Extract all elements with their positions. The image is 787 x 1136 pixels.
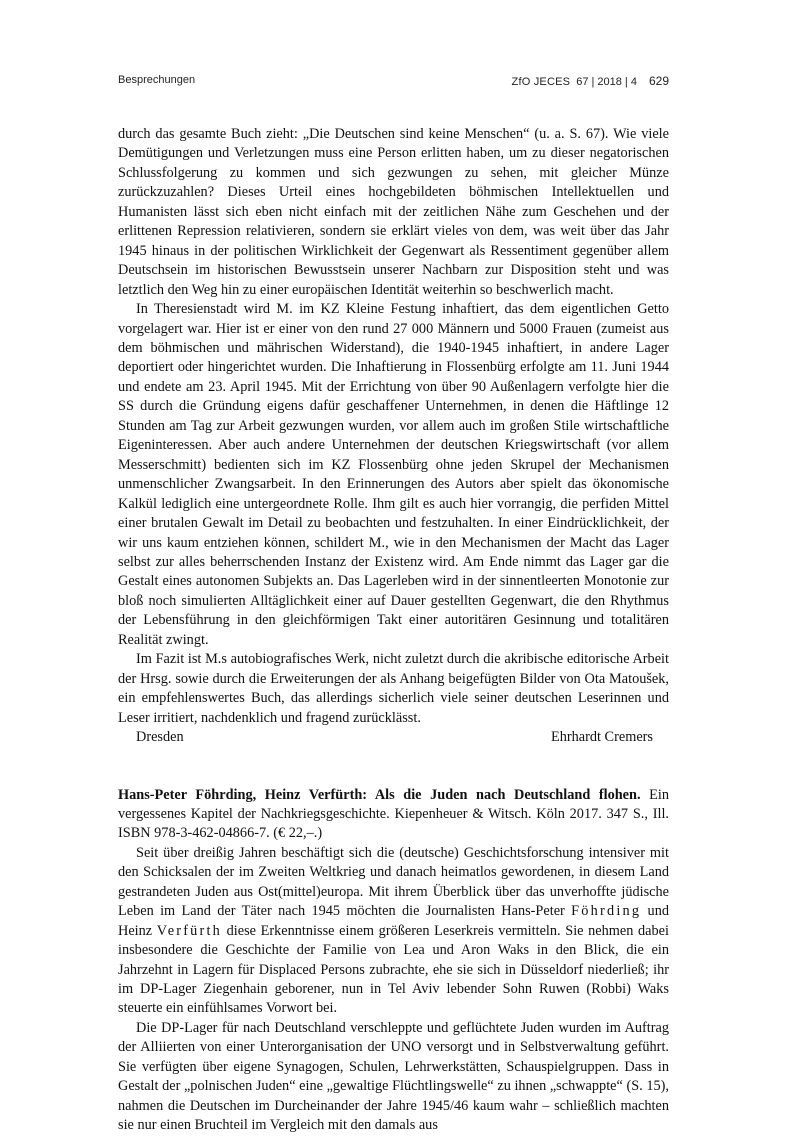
journal-info: [512, 74, 669, 88]
text-run: diese Erkenntnisse einem größeren Leserkreis vermitteln. Sie nehmen dabei insbesondere die Geschichte der Familie von Lea und Aron Waks in den Blick, die ein Jahrzehnt in Lagern für Displaced Persons zubrachte, ehe sie sich in Düsseldorf niederließ; ihr im DP-Lager Ziegenhain geborener, nun in Tel Aviv lebender Sohn Ruwen (Robbi) Waks steuerte ein einfühlsames Vorwort bei.: [118, 922, 669, 1017]
paragraph: [118, 844, 669, 1019]
main-text: [118, 125, 669, 1136]
review-signoff: [118, 728, 669, 747]
paragraph: Die DP-Lager für nach Deutschland verschleppte und geflüchtete Juden wurden im Auftrag der Alliierten von einer Unterorganisation der UNO versorgt und in Selbstverwaltung geführt. Sie verfügten über eigene Synagogen, Schulen, Lehrwerkstätten, Schauspielgruppen. Dass in Gestalt der „polnischen Juden“ eine „gewaltige Flüchtlingswelle“ zu ihnen „schwappte“ (S. 15), nahmen die Deutschen im Durcheinander der Jahre 1945/46 kaum wahr – schließlich machten sie nur einen Bruchteil im Vergleich mit den damals aus: [118, 1019, 669, 1134]
text-run: und Heinz: [118, 903, 669, 939]
reviewer-name: Ehrhardt Cremers: [550, 729, 653, 746]
paragraph: In Theresienstadt wird M. im KZ Kleine Festung inhaftiert, das dem eigentlichen Getto vorgelagert war. Hier ist er einer von den rund 27 000 Männern und 5000 Frauen (zumeist aus dem böhmischen und mährischen Widerstand), die 1940-1945 inhaftiert, in andere Lager deportiert oder hingerichtet wurden. Die Inhaftierung in Flossenbürg erfolgte am 11. Juni 1944 und endete am 23. April 1945. Mit der Errichtung von über 90 Außenlagern verfolgte hier die SS durch die Gründung eigens dafür geschaffener Unternehmen, in denen die Häftlinge 12 Stunden am Tag zur Arbeit gezwungen wurden, vor allem auch im großen Stile wirtschaftliche Eigeninteressen. Aber auch andere Unternehmen der deutschen Kriegswirtschaft (vor allem Messerschmitt) bedienten sich im KZ Flossenbürg ohne jeden Skrupel der Mechanismen unmenschlicher Zwangsarbeit. In den Erinnerungen des Autors aber spielt das ökonomische Kalkül lediglich eine untergeordnete Rolle. Ihm gilt es auch hier vorrangig, die perfiden Mittel einer brutalen Gewalt im Detail zu beobachten und festzuhalten. In einer Eindrücklichkeit, der wir uns kaum entziehen können, schildert M., wie in den Mechanismen der Macht das Lager selbst zur alles beherrschenden Instanz der Existenz wird. Am Ende nimmt das Lager gar die Gestalt eines autonomen Subjekts an. Das Lagerleben wird in der sinnentleerten Monotonie zur bloß noch simulierten Alltäglichkeit einer auf Dauer gestellten Gegenwart, die den Rhythmus der Lebensführung in den gleichförmigen Takt einer autoritären Gesinnung und totalitären Realität zwingt.: [118, 301, 669, 648]
book-bibliography: Ein vergessenes Kapitel der Nachkriegsgeschichte. Kiepenheuer & Witsch. Köln 2017. 347 S., Ill. ISBN 978-3-462-04866-7. (€ 22,–.): [118, 786, 669, 842]
book-title: Hans-Peter Föhrding, Heinz Verfürth: Als die Juden nach Deutschland flohen.: [118, 786, 641, 803]
author-name: Föhrding: [571, 903, 642, 920]
paragraph: durch das gesamte Buch zieht: „Die Deutschen sind keine Menschen“ (u. a. S. 67). Wie viele Demütigungen und Verletzungen muss eine Person erlitten haben, um zu dieser negatorischen Schlussfolgerung zu kommen und sich gezwungen zu sehen, mit gleicher Münze zurückzuzahlen? Dieses Urteil eines hochgebildeten böhmischen Intellektuellen und Humanisten lässt sich eben nicht einfach mit der zeitlichen Nähe zum Geschehen und der erlittenen Repression relativieren, sondern sie erklärt vieles von dem, was weit über das Jahr 1945 hinaus in der politischen Wirklichkeit der Gegenwart als Ressentiment gegenüber allem Deutschsein im historischen Bewusstsein unserer Nachbarn zur Disposition steht und was letztlich den Weg hin zu einer europäischen Identität weiterhin so beschwerlich macht.: [118, 126, 669, 298]
author-name: Verfürth: [156, 922, 223, 939]
section-title: Besprechungen: [118, 74, 196, 86]
journal-volume: 67 | 2018 | 4: [576, 76, 637, 88]
page-number: 629: [648, 74, 669, 88]
journal-name: ZfO JECES: [511, 76, 571, 88]
paragraph: Im Fazit ist M.s autobiografisches Werk, nicht zuletzt durch die akribische editorische Arbeit der Hrsg. sowie durch die Erweiterungen der als Anhang beigefügten Bilder von Ota Matoušek, ein empfehlenswertes Buch, das allerdings sicherlich viele seiner deutschen Leserinnen und Leser irritiert, nachdenklich und fragend zurücklässt.: [118, 651, 669, 726]
review-heading: [118, 786, 669, 844]
running-head: [118, 74, 669, 92]
signoff-place: Dresden: [136, 729, 184, 746]
text-run: Seit über dreißig Jahren beschäftigt sich die (deutsche) Geschichtsforschung intensiver mit den Schicksalen der im Zweiten Weltkrieg und danach heimatlos gewordenen, in diesem Land gestrandeten Juden aus Ost(mittel)europa. Mit ihrem Überblick über das unverhoffte jüdische Leben im Land der Täter nach 1945 möchten die Journalisten Hans-Peter: [118, 844, 669, 920]
